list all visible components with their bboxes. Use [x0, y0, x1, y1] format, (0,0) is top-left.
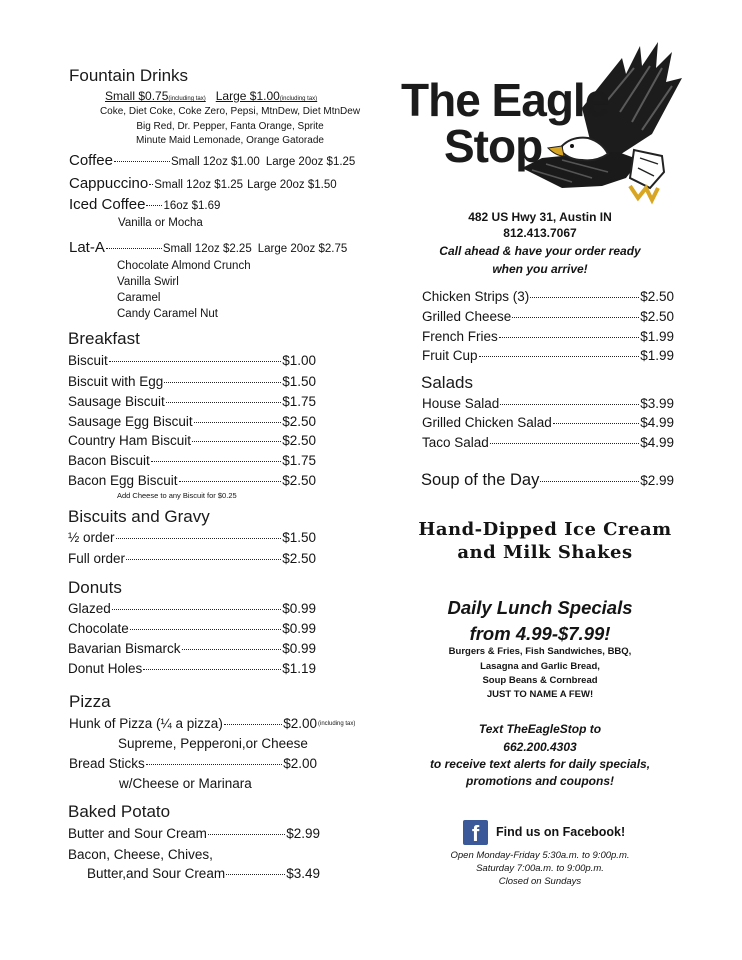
menu-item-grilled-cheese: [422, 309, 674, 324]
item-price: $4.99: [640, 435, 674, 450]
item-price: $0.99: [282, 641, 316, 656]
fountain-large-note: (including tax): [279, 96, 318, 102]
lata-flavor: Candy Caramel Nut: [117, 308, 218, 320]
item-price: $2.50: [282, 414, 316, 429]
item-name: Biscuit with Egg: [68, 374, 164, 389]
fountain-small-note: (including tax): [168, 96, 206, 102]
leader-dots: [540, 481, 639, 482]
item-name: Glazed: [68, 601, 111, 616]
leader-dots: [143, 669, 281, 670]
leader-dots: [179, 481, 282, 482]
menu-item-glazed: [68, 601, 316, 616]
lata-flavor: Chocolate Almond Crunch: [117, 260, 251, 272]
leader-dots: [146, 205, 162, 206]
item-small-price: Small 12oz $1.00: [170, 156, 260, 168]
fountain-brands-line1: Coke, Diet Coke, Coke Zero, Pepsi, MtnDew, Diet MtnDew: [99, 106, 361, 117]
item-name: Biscuit: [68, 353, 108, 368]
text-alerts-phone: 662.200.4303: [503, 740, 577, 754]
logo-title-line2: Stop: [444, 120, 543, 172]
donuts-heading: Donuts: [68, 578, 122, 597]
menu-item-sausage-egg-biscuit: [68, 414, 316, 429]
menu-item-half-order: [68, 530, 316, 545]
add-cheese-note: Add Cheese to any Biscuit for $0.25: [117, 491, 237, 500]
fountain-sizes: [105, 89, 317, 103]
item-name: Butter,and Sour Cream: [87, 866, 226, 881]
menu-item-bacon-biscuit: [68, 453, 316, 468]
item-small-price: Small 12oz $1.25: [154, 179, 244, 191]
menu-item-grilled-chicken-salad: [422, 415, 674, 430]
salads-heading: Salads: [421, 373, 473, 392]
item-price: $0.99: [282, 601, 316, 616]
leader-dots: [112, 609, 281, 610]
text-alerts-line4: promotions and coupons!: [466, 774, 614, 788]
menu-item-cappuccino: [69, 175, 337, 192]
item-price: $1.00: [282, 353, 316, 368]
item-name: Sausage Egg Biscuit: [68, 414, 193, 429]
lata-flavor: Vanilla Swirl: [117, 276, 179, 288]
menu-item-lat-a: [69, 239, 347, 256]
specials-desc2: Lasagna and Garlic Bread,: [480, 661, 600, 672]
call-ahead-line1: Call ahead & have your order ready: [439, 244, 641, 258]
item-name: Chocolate: [68, 621, 129, 636]
hours-weekday: Open Monday-Friday 5:30a.m. to 9:00p.m.: [450, 850, 630, 861]
item-small-price: 16oz $1.69: [163, 200, 221, 212]
item-name: Coffee: [69, 152, 113, 169]
menu-item-coffee: [69, 152, 355, 169]
loaded-potato-line1: Bacon, Cheese, Chives,: [68, 847, 213, 862]
item-name: Soup of the Day: [421, 471, 540, 489]
pizza-heading: Pizza: [69, 692, 111, 711]
leader-dots: [151, 461, 281, 462]
item-name: Chicken Strips (3): [422, 289, 530, 304]
item-price: $2.50: [282, 433, 316, 448]
menu-item-iced-coffee: [69, 196, 220, 213]
menu-item-hunk-of-pizza: [69, 716, 317, 731]
menu-item-chocolate: [68, 621, 316, 636]
item-price: $3.49: [286, 866, 320, 881]
menu-item-bacon-egg-biscuit: [68, 473, 316, 488]
menu-item-taco-salad: [422, 435, 674, 450]
leader-dots: [166, 402, 281, 403]
address: 482 US Hwy 31, Austin IN: [468, 210, 612, 224]
leader-dots: [194, 422, 282, 423]
leader-dots: [500, 404, 639, 405]
item-price: $0.99: [282, 621, 316, 636]
menu-item-loaded-potato: [87, 866, 320, 881]
text-alerts-line3: to receive text alerts for daily specials,: [429, 757, 651, 771]
item-price: $2.00: [283, 756, 317, 771]
facebook-link[interactable]: Find us on Facebook!: [496, 825, 626, 839]
item-name: Hunk of Pizza (¼ a pizza): [69, 716, 223, 731]
item-name: Grilled Cheese: [422, 309, 512, 324]
menu-item-soup-of-the-day: [421, 471, 674, 490]
ice-cream-line1: Hand-Dipped Ice Cream: [418, 519, 672, 540]
item-price: $3.99: [640, 396, 674, 411]
biscuits-gravy-heading: Biscuits and Gravy: [68, 507, 210, 526]
ice-cream-line2: and Milk Shakes: [457, 542, 633, 563]
item-price: $4.99: [640, 415, 674, 430]
leader-dots: [479, 356, 640, 357]
pizza-tax-note: (including tax): [318, 721, 356, 727]
item-price: $1.50: [282, 530, 316, 545]
item-price: $1.50: [282, 374, 316, 389]
leader-dots: [109, 361, 281, 362]
specials-desc4: JUST TO NAME A FEW!: [486, 689, 594, 700]
specials-desc1: Burgers & Fries, Fish Sandwiches, BBQ,: [448, 646, 632, 657]
leader-dots: [226, 874, 285, 875]
phone: 812.413.7067: [503, 226, 577, 240]
fountain-brands-line3: Minute Maid Lemonade, Orange Gatorade: [136, 135, 324, 146]
item-price: $1.75: [282, 453, 316, 468]
leader-dots: [224, 724, 282, 725]
fountain-brands-line2: Big Red, Dr. Pepper, Fanta Orange, Sprite: [136, 121, 324, 132]
leader-dots: [164, 382, 281, 383]
item-name: Sausage Biscuit: [68, 394, 165, 409]
breakfast-heading: Breakfast: [68, 329, 140, 348]
menu-item-bavarian-bismarck: [68, 641, 316, 656]
menu-item-donut-holes: [68, 661, 316, 676]
specials-price-range: from 4.99-$7.99!: [469, 623, 611, 644]
item-name: Lat-A: [69, 239, 105, 256]
leader-dots: [553, 423, 639, 424]
item-price: $1.99: [640, 348, 674, 363]
item-name: Bread Sticks: [69, 756, 145, 771]
item-name: Iced Coffee: [69, 196, 146, 213]
item-name: ½ order: [68, 530, 115, 545]
leader-dots: [490, 443, 639, 444]
item-name: Butter and Sour Cream: [68, 826, 207, 841]
leader-dots: [114, 161, 170, 162]
item-name: Bacon Egg Biscuit: [68, 473, 178, 488]
pizza-options: Supreme, Pepperoni,or Cheese: [118, 736, 308, 751]
fountain-drinks-heading: Fountain Drinks: [69, 66, 189, 85]
item-name: Taco Salad: [422, 435, 489, 450]
menu-item-biscuit-with-egg: [68, 374, 316, 389]
leader-dots: [192, 441, 281, 442]
item-name: Grilled Chicken Salad: [422, 415, 552, 430]
menu-item-house-salad: [422, 396, 674, 411]
item-large-price: Large 20oz $2.75: [257, 243, 348, 255]
menu-item-bread-sticks: [69, 756, 317, 771]
iced-coffee-flavors: Vanilla or Mocha: [118, 217, 203, 229]
item-price: $2.50: [640, 309, 674, 324]
menu-item-french-fries: [422, 329, 674, 344]
lata-flavor: Caramel: [117, 292, 161, 304]
item-price: $2.50: [282, 551, 316, 566]
logo-title-line1: The Eagle: [401, 74, 610, 126]
fountain-large-price: Large $1.00: [215, 89, 280, 103]
leader-dots: [106, 248, 162, 249]
call-ahead-line2: when you arrive!: [492, 262, 588, 276]
item-name: French Fries: [422, 329, 498, 344]
item-name: Donut Holes: [68, 661, 143, 676]
menu-item-country-ham-biscuit: [68, 433, 316, 448]
hours-sunday: Closed on Sundays: [498, 876, 582, 887]
fountain-small-price: Small $0.75: [105, 89, 169, 103]
item-price: $1.19: [282, 661, 316, 676]
item-price: $2.50: [282, 473, 316, 488]
item-name: Bacon Biscuit: [68, 453, 150, 468]
item-price: $2.00: [283, 716, 317, 731]
specials-desc3: Soup Beans & Cornbread: [482, 675, 598, 686]
menu-item-fruit-cup: [422, 348, 674, 363]
leader-dots: [530, 297, 639, 298]
menu-item-biscuit: [68, 353, 316, 368]
item-price: $2.99: [286, 826, 320, 841]
facebook-icon[interactable]: f: [463, 820, 488, 845]
item-small-price: Small 12oz $2.25: [162, 243, 252, 255]
hours-saturday: Saturday 7:00a.m. to 9:00p.m.: [476, 863, 604, 874]
bread-sticks-options: w/Cheese or Marinara: [119, 776, 252, 791]
item-price: $1.99: [640, 329, 674, 344]
leader-dots: [499, 337, 639, 338]
item-name: House Salad: [422, 396, 500, 411]
leader-dots: [126, 559, 281, 560]
menu-item-chicken-strips: [422, 289, 674, 304]
leader-dots: [146, 764, 282, 765]
item-price: $2.50: [640, 289, 674, 304]
item-name: Cappuccino: [69, 175, 149, 192]
baked-potato-heading: Baked Potato: [68, 802, 171, 821]
item-name: Country Ham Biscuit: [68, 433, 192, 448]
leader-dots: [512, 317, 639, 318]
item-price: $2.99: [640, 473, 674, 488]
leader-dots: [130, 629, 281, 630]
item-name: Bavarian Bismarck: [68, 641, 181, 656]
item-large-price: Large 20oz $1.50: [247, 179, 337, 191]
leader-dots: [182, 649, 282, 650]
text-alerts-line1: Text TheEagleStop to: [478, 722, 602, 736]
specials-heading: Daily Lunch Specials: [447, 597, 633, 618]
menu-item-sausage-biscuit: [68, 394, 316, 409]
item-large-price: Large 20oz $1.25: [265, 156, 356, 168]
menu-item-full-order: [68, 551, 316, 566]
leader-dots: [149, 184, 153, 185]
leader-dots: [208, 834, 285, 835]
item-name: Full order: [68, 551, 126, 566]
menu-item-butter-sour-cream: [68, 826, 320, 841]
leader-dots: [116, 538, 282, 539]
item-name: Fruit Cup: [422, 348, 478, 363]
item-price: $1.75: [282, 394, 316, 409]
